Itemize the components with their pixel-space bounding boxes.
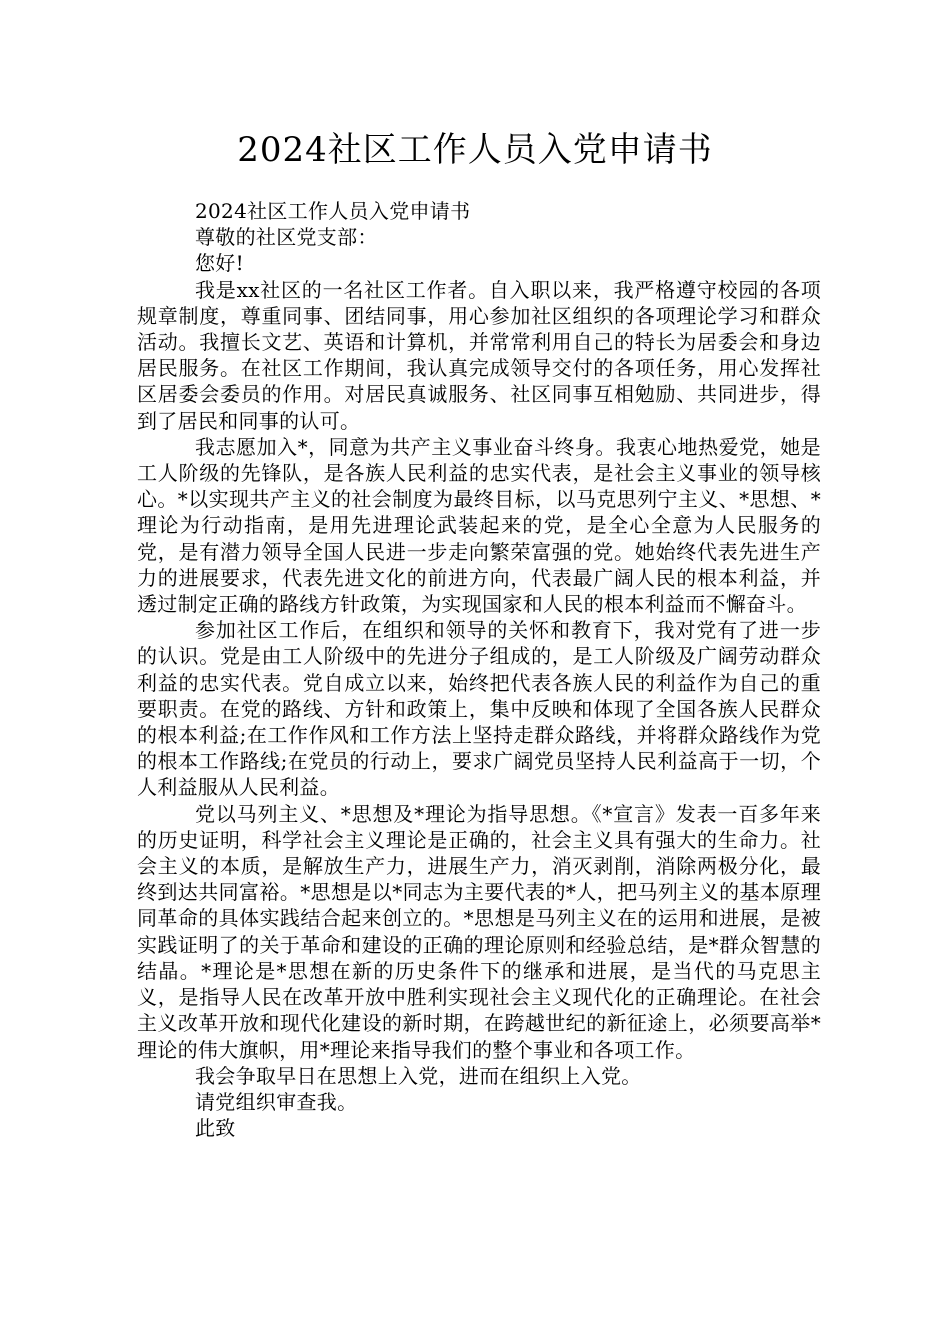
paragraph-request: 请党组织审查我。 [195, 1089, 358, 1114]
paragraph-theory: 党以马列主义、*思想及*理论为指导思想。《*宣言》发表一百多年来的历史证明，科学社会主义理论是正确的，社会主义具有强大的生命力。社会主义的本质，是解放生产力，进展生产力，消灭剥削，消除两极分化，最终到达共同富裕。*思想是以*同志为主要代表的*人，把马列主义的基本原理同革命的具体实践结合起来创立的。*思想是马列主义在的运用和进展，是被实践证明了的关于革命和建设的正确的理论原则和经验总结，是*群众智慧的结晶。*理论是*思想在新的历史条件下的继承和进展，是当代的马克思主义，是指导人民在改革开放中胜利实现社会主义现代化的正确理论。在社会主义改革开放和现代化建设的新时期，在跨越世纪的新征途上，必须要高举*理论的伟大旗帜，用*理论来指导我们的整个事业和各项工作。 [137, 801, 821, 1062]
closing-line: 此致 [195, 1116, 236, 1141]
salutation: 尊敬的社区党支部： [195, 225, 378, 250]
paragraph-understanding: 参加社区工作后，在组织和领导的关怀和教育下，我对党有了进一步的认识。党是由工人阶级中的先进分子组成的，是工人阶级及广阔劳动群众利益的忠实代表。党自成立以来，始终把代表各族人民的利益作为自己的重要职责。在党的路线、方针和政策上，集中反映和体现了全国各族人民群众的根本利益;在工作作风和工作方法上坚持走群众路线，并将群众路线作为党的根本工作路线;在党员的行动上，要求广阔党员坚持人民利益高于一切，个人利益服从人民利益。 [137, 618, 821, 800]
heading-line: 2024社区工作人员入党申请书 [195, 199, 471, 223]
paragraph-intro: 我是xx社区的一名社区工作者。自入职以来，我严格遵守校园的各项规章制度，尊重同事、团结同事，用心参加社区组织的各项理论学习和群众活动。我擅长文艺、英语和计算机，并常常利用自己的特长为居委会和身边居民服务。在社区工作期间，我认真完成领导交付的各项任务，用心发挥社区居委会委员的作用。对居民真诚服务、社区同事互相勉励、共同进步，得到了居民和同事的认可。 [137, 277, 821, 433]
document-title: 2024社区工作人员入党申请书 [237, 130, 713, 170]
document-body [137, 198, 821, 1141]
paragraph-aspiration: 我志愿加入*，同意为共产主义事业奋斗终身。我衷心地热爱党，她是工人阶级的先锋队，是各族人民利益的忠实代表，是社会主义事业的领导核心。*以实现共产主义的社会制度为最终目标，以马克思列宁主义、*思想、*理论为行动指南，是用先进理论武装起来的党，是全心全意为人民服务的党，是有潜力领导全国人民进一步走向繁荣富强的党。她始终代表先进生产力的进展要求，代表先进文化的前进方向，代表最广阔人民的根本利益，并透过制定正确的路线方针政策，为实现国家和人民的根本利益而不懈奋斗。 [137, 434, 821, 617]
greeting: 您好! [195, 251, 244, 276]
paragraph-commitment: 我会争取早日在思想上入党，进而在组织上入党。 [195, 1063, 642, 1088]
